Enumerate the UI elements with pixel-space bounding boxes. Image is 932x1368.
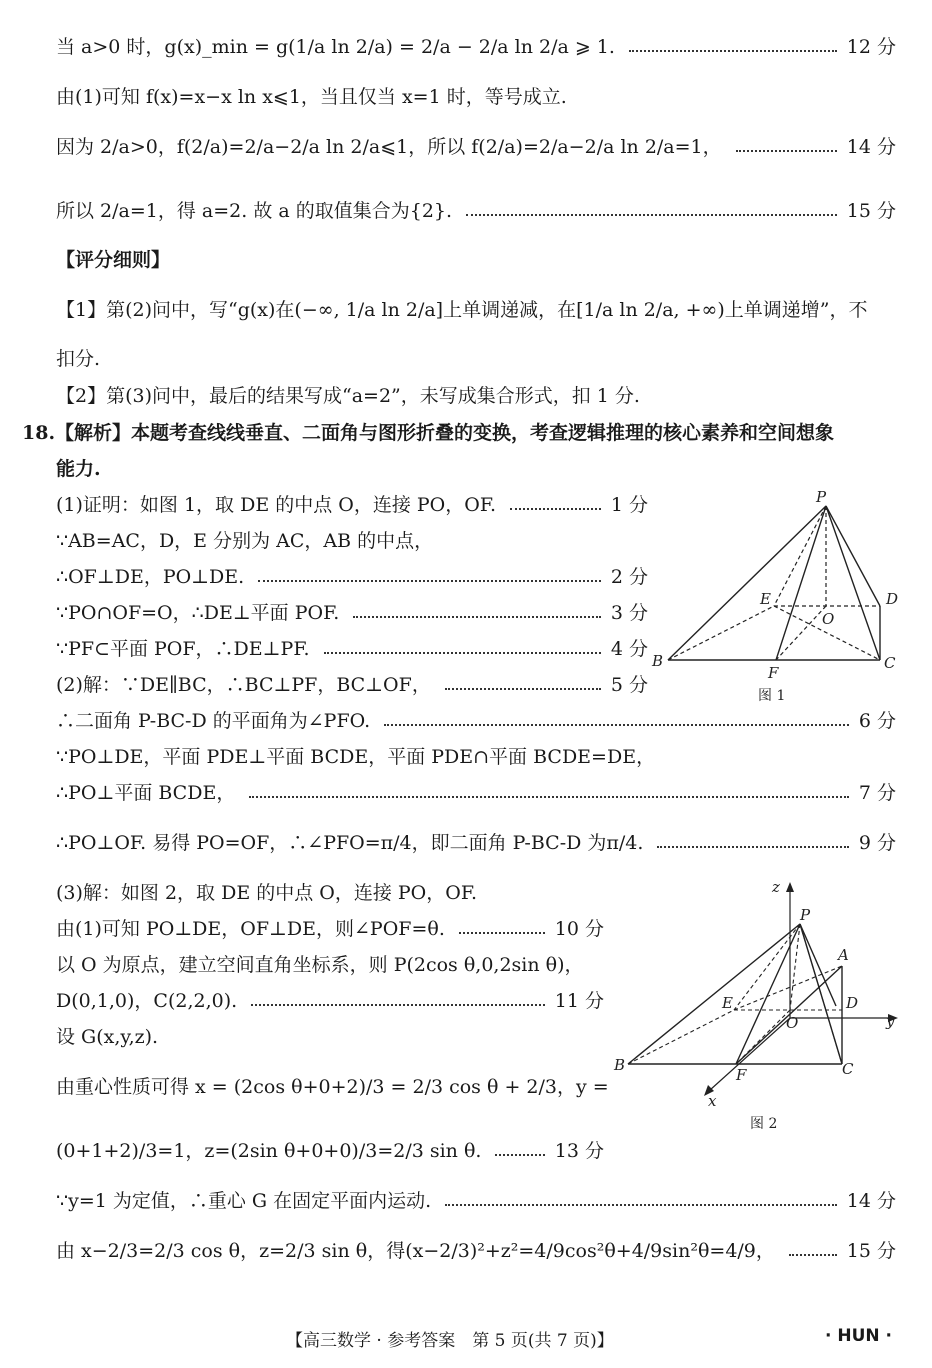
edge-PD [800, 924, 836, 1006]
text-line [56, 672, 648, 698]
leader-dots [249, 796, 849, 798]
line-text: 以 O 为原点，建立空间直角坐标系，则 P(2cos θ,0,2sin θ)， [56, 954, 584, 976]
edge-OF [776, 606, 826, 660]
line-text: 【2】第(3)问中，最后的结果写成“a=2”，未写成集合形式，扣 1 分. [56, 385, 640, 407]
label-E: E [760, 590, 771, 608]
line-text: ∵PF⊂平面 POF，∴DE⊥PF. [56, 638, 310, 660]
score-mark: 7 分 [858, 782, 896, 804]
figure-1 [648, 490, 908, 710]
label-C: C [884, 654, 896, 672]
line-text: 所以 2/a=1，得 a=2. 故 a 的取值集合为{2}. [56, 200, 453, 222]
leader-dots [445, 1204, 837, 1206]
label-O: O [822, 610, 835, 628]
line-text: 【1】第(2)问中，写“g(x)在(−∞, 1/a ln 2/a]上单调递减，在[1/a ln 2/a, +∞)上单调递增”，不 [56, 299, 868, 321]
leader-dots [459, 932, 545, 934]
line-text: 扣分. [56, 348, 101, 370]
text-line [56, 346, 100, 372]
score-mark: 14 分 [846, 1190, 896, 1212]
leader-dots [736, 150, 837, 152]
line-text: 当 a>0 时，g(x)_min = g(1/a ln 2/a) = 2/a − 2/a ln 2/a ⩾ 1. [56, 36, 615, 58]
text-line [56, 916, 604, 942]
line-text: 由(1)可知 f(x)=x−x ln x⩽1，当且仅当 x=1 时，等号成立. [56, 86, 567, 108]
text-line [56, 84, 567, 110]
label-D: D [886, 590, 899, 608]
text-line [56, 600, 648, 626]
text-line [56, 528, 433, 554]
line-text: 因为 2/a>0，f(2/a)=2/a−2/a ln 2/a⩽1，所以 f(2/a)=2/a−2/a ln 2/a=1， [56, 136, 722, 158]
footer-title: 【高三数学 · 参考答案 第 5 页(共 7 页)】 [286, 1331, 614, 1351]
figure-caption: 图 2 [750, 1116, 778, 1132]
label-F: F [736, 1066, 747, 1084]
edge-EA [734, 966, 842, 1010]
line-text: 由重心性质可得 x = (2cos θ+0+2)/3 = 2/3 cos θ + 2/3，y = [56, 1076, 609, 1098]
text-line [56, 708, 896, 734]
figure-2 [610, 878, 910, 1138]
figure-caption: 图 1 [758, 688, 786, 704]
x-axis [710, 1018, 790, 1090]
line-text: D(0,1,0)，C(2,2,0). [56, 990, 238, 1012]
line-text: ∴PO⊥平面 BCDE， [56, 782, 236, 804]
edge-PB [668, 506, 826, 660]
leader-dots [789, 1254, 837, 1256]
line-text: ∴二面角 P-BC-D 的平面角为∠PFO. [56, 710, 371, 732]
leader-dots [657, 846, 848, 848]
label-x: x [708, 1092, 717, 1110]
line-text: (0+1+2)/3=1，z=(2sin θ+0+0)/3=2/3 sin θ. [56, 1140, 482, 1162]
edge-OF [736, 1010, 790, 1064]
score-mark: 15 分 [846, 200, 896, 222]
score-mark: 5 分 [610, 674, 648, 696]
text-line [56, 297, 868, 323]
edge-PO [790, 924, 800, 1010]
text-line [56, 880, 477, 906]
text-line [56, 988, 604, 1014]
line-text: 由(1)可知 PO⊥DE，OF⊥DE，则∠POF=θ. [56, 918, 445, 940]
text-line [56, 744, 655, 770]
line-text: ∵PO⊥DE，平面 PDE⊥平面 BCDE，平面 PDE∩平面 BCDE=DE， [56, 746, 656, 768]
edge-PC [826, 506, 880, 660]
score-mark: 13 分 [554, 1140, 604, 1162]
text-line [56, 1238, 896, 1264]
line-text: ∵PO∩OF=O，∴DE⊥平面 POF. [56, 602, 340, 624]
score-mark: 2 分 [610, 566, 648, 588]
text-line [56, 564, 648, 590]
text-line [56, 34, 896, 60]
line-text: 能力. [56, 458, 101, 480]
leader-dots [353, 616, 601, 618]
label-P: P [816, 490, 827, 506]
text-line [56, 134, 896, 160]
text-line [56, 492, 648, 518]
label-D: D [846, 994, 859, 1012]
question-heading [22, 420, 834, 446]
leader-dots [466, 214, 837, 216]
score-mark: 6 分 [858, 710, 896, 732]
edge-PD [826, 506, 880, 606]
line-text: ∵y=1 为定值，∴重心 G 在固定平面内运动. [56, 1190, 432, 1212]
line-text: ∵AB=AC，D，E 分别为 AC，AB 的中点， [56, 530, 434, 552]
score-mark: 12 分 [846, 36, 896, 58]
leader-dots [324, 652, 601, 654]
score-mark: 3 分 [610, 602, 648, 624]
text-line [56, 1188, 896, 1214]
text-line [56, 383, 640, 409]
line-text: 18.【解析】本题考查线线垂直、二面角与图形折叠的变换，考查逻辑推理的核心素养和空间想象 [22, 422, 835, 444]
text-line [56, 636, 648, 662]
label-P: P [800, 906, 811, 924]
text-line [56, 830, 896, 856]
section-heading [56, 247, 170, 273]
text-line [56, 198, 896, 224]
score-mark: 14 分 [846, 136, 896, 158]
line-text: ∴PO⊥OF. 易得 PO=OF，∴∠PFO=π/4，即二面角 P-BC-D 为π/4. [56, 832, 644, 854]
label-A: A [838, 946, 849, 964]
line-text: (1)证明：如图 1，取 DE 的中点 O，连接 PO，OF. [56, 494, 497, 516]
text-line [56, 456, 101, 482]
score-mark: 1 分 [610, 494, 648, 516]
leader-dots [258, 580, 601, 582]
line-text: (2)解：∵DE∥BC，∴BC⊥PF，BC⊥OF， [56, 674, 431, 696]
text-line [56, 1074, 609, 1100]
label-E: E [722, 994, 733, 1012]
text-line [56, 1138, 604, 1164]
text-line [56, 952, 584, 978]
score-mark: 9 分 [858, 832, 896, 854]
score-mark: 15 分 [846, 1240, 896, 1262]
leader-dots [510, 508, 601, 510]
edge-BE [668, 606, 774, 660]
leader-dots [495, 1154, 544, 1156]
label-B: B [652, 652, 664, 670]
score-mark: 11 分 [554, 990, 604, 1012]
edge-BE [628, 1010, 734, 1064]
leader-dots [445, 688, 601, 690]
page-footer [0, 1322, 932, 1352]
label-y: y [886, 1012, 895, 1030]
label-B: B [614, 1056, 626, 1074]
label-C: C [842, 1060, 854, 1078]
label-z: z [772, 878, 780, 896]
line-text: 由 x−2/3=2/3 cos θ，z=2/3 sin θ，得(x−2/3)²+z²=4/9cos²θ+4/9sin²θ=4/9， [56, 1240, 775, 1262]
line-text: (3)解：如图 2，取 DE 的中点 O，连接 PO，OF. [56, 882, 478, 904]
leader-dots [629, 50, 837, 52]
text-line [56, 780, 896, 806]
leader-dots [384, 724, 849, 726]
footer-region-code: · HUN · [824, 1326, 892, 1346]
edge-PF [776, 506, 826, 660]
score-mark: 4 分 [610, 638, 648, 660]
line-text: ∴OF⊥DE，PO⊥DE. [56, 566, 245, 588]
text-line [56, 1024, 158, 1050]
z-arrow [786, 882, 794, 892]
label-O: O [786, 1014, 799, 1032]
leader-dots [251, 1004, 545, 1006]
score-mark: 10 分 [554, 918, 604, 940]
label-F: F [768, 664, 779, 682]
line-text: 设 G(x,y,z). [56, 1026, 159, 1048]
line-text: 【评分细则】 [56, 249, 171, 271]
edge-PE [774, 506, 826, 606]
